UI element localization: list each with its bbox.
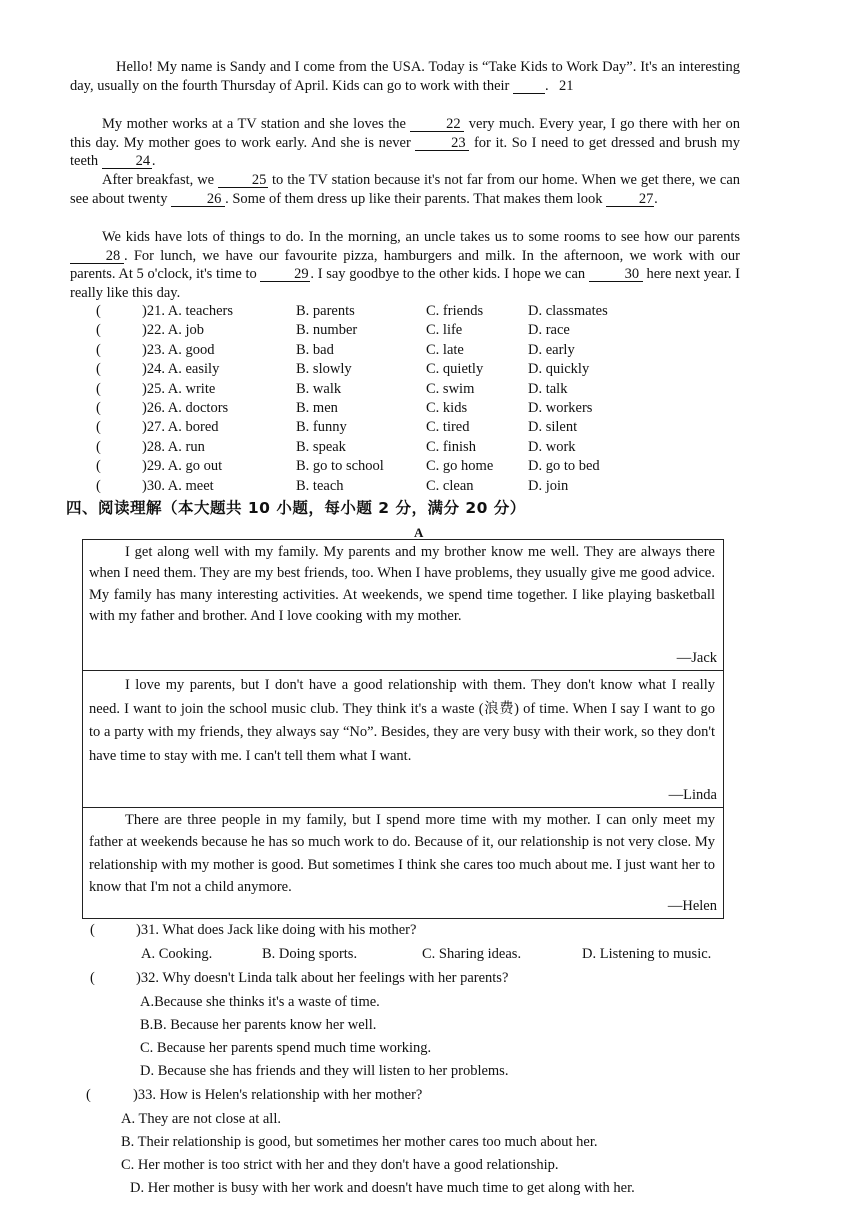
option-a: )25. A. write	[142, 380, 216, 397]
option-d: D. race	[528, 322, 570, 339]
answer-paren[interactable]: (	[96, 438, 101, 455]
answer-paren[interactable]: (	[96, 419, 101, 436]
answer-paren-31[interactable]: (	[90, 922, 95, 938]
option-c: C. quietly	[426, 361, 484, 378]
answer-paren[interactable]: (	[96, 380, 101, 397]
passage-linda	[82, 670, 724, 808]
cloze-text: We kids have lots of things to do. In the morning, an uncle takes us to some rooms to see how our parents	[102, 229, 740, 245]
passage-signature: —Jack	[676, 650, 717, 666]
option-a: )22. A. job	[142, 322, 205, 339]
blank-30[interactable]: 30	[589, 267, 643, 282]
cloze-text: .	[654, 190, 658, 207]
answer-paren-32[interactable]: (	[90, 970, 95, 986]
option-b: B. number	[296, 322, 358, 339]
option-a: )27. A. bored	[142, 419, 219, 436]
option-c: C. late	[426, 341, 464, 358]
answer-paren[interactable]: (	[96, 341, 101, 358]
answer-paren[interactable]: (	[96, 322, 101, 339]
question-32-stem: )32. Why doesn't Linda talk about her feelings with her parents?	[136, 970, 509, 986]
question-32-option-b: B.B. Because her parents know her well.	[140, 1017, 377, 1033]
passage-text: I get along well with my family. My parents and my brother know me well. They are always there when I need them. They are my best friends, too. When I have problems, they usually give me good advice. My family has many interesting activities. At weekends, we spend time together. I like playing basketball with my father and brother. And I love cooking with my mother.	[89, 544, 715, 625]
blank-21[interactable]: 21	[513, 79, 545, 94]
cloze-text: . Some of them dress up like their parents. That makes them look	[225, 190, 603, 207]
option-b: B. speak	[296, 438, 346, 455]
cloze-paragraph-1	[70, 58, 740, 95]
cloze-text: to the TV station because it's not far from our home. When we get there, we can see about twenty	[70, 172, 741, 207]
question-32-option-a: A.Because she thinks it's a waste of time.	[140, 994, 380, 1010]
option-b: B. parents	[296, 303, 355, 319]
question-31-option-a: A. Cooking.	[141, 946, 213, 962]
passage-label: A	[414, 525, 424, 540]
question-31-option-c: C. Sharing ideas.	[422, 946, 522, 962]
option-b: B. teach	[296, 477, 344, 494]
answer-paren-33[interactable]: (	[86, 1087, 91, 1103]
blank-24[interactable]: 24	[102, 154, 152, 169]
option-d: D. join	[528, 477, 569, 494]
cloze-text: After breakfast, we	[102, 172, 215, 188]
passage-signature: —Linda	[668, 787, 717, 803]
question-32-option-c: C. Because her parents spend much time working.	[140, 1040, 432, 1056]
question-33-option-b: B. Their relationship is good, but sometimes her mother cares too much about her.	[121, 1134, 598, 1150]
option-a: )23. A. good	[142, 341, 215, 358]
question-33-option-c: C. Her mother is too strict with her and they don't have a good relationship.	[121, 1157, 559, 1173]
option-a: )21. A. teachers	[142, 303, 233, 319]
option-d: D. work	[528, 438, 576, 455]
answer-paren[interactable]: (	[96, 477, 101, 494]
blank-28[interactable]: 28	[70, 249, 124, 264]
cloze-text: . For lunch, we have our favourite pizza, hamburgers and milk. In the afternoon, we work with our parents. At 5 o'clock, it's time to	[70, 247, 740, 283]
blank-22[interactable]: 22	[410, 117, 464, 132]
option-b: B. go to school	[296, 458, 384, 475]
option-a: )26. A. doctors	[142, 399, 229, 416]
option-b: B. walk	[296, 380, 342, 397]
option-a: )30. A. meet	[142, 477, 214, 494]
cloze-text: . I say goodbye to the other kids. I hope we can	[310, 266, 586, 283]
question-31-option-b: B. Doing sports.	[262, 946, 358, 962]
cloze-paragraph-3	[70, 171, 740, 208]
passage-text: There are three people in my family, but I spend more time with my mother. I can only meet my father at weekends because he has so much work to do. Because of it, our relationship is not very close. My relationship with my mother is good. But sometimes I think she cares too much about me. I just want her to know that I'm not a child anymore.	[89, 812, 715, 896]
option-d: D. quickly	[528, 361, 590, 378]
option-c: C. swim	[426, 380, 475, 397]
cloze-text: for it. So I need to get dressed and brush my teeth	[70, 134, 740, 170]
option-d: D. classmates	[528, 303, 608, 319]
option-b: B. bad	[296, 341, 334, 358]
option-c: C. go home	[426, 458, 494, 475]
option-c: C. clean	[426, 477, 474, 494]
blank-26[interactable]: 26	[171, 192, 225, 207]
option-c: C. tired	[426, 419, 470, 436]
option-c: C. friends	[426, 303, 484, 319]
answer-paren[interactable]: (	[96, 361, 101, 378]
question-33-option-a: A. They are not close at all.	[121, 1111, 281, 1127]
option-c: C. kids	[426, 399, 468, 416]
question-32-option-d: D. Because she has friends and they will listen to her problems.	[140, 1063, 509, 1079]
option-d: D. silent	[528, 419, 578, 436]
option-a: )24. A. easily	[142, 361, 220, 378]
option-a: )29. A. go out	[142, 458, 223, 475]
answer-paren[interactable]: (	[96, 458, 101, 475]
question-33-option-d: D. Her mother is busy with her work and doesn't have much time to get along with her.	[130, 1180, 635, 1196]
passage-helen	[82, 807, 724, 919]
question-31-stem: )31. What does Jack like doing with his mother?	[136, 922, 417, 938]
option-b: B. men	[296, 399, 338, 416]
blank-27[interactable]: 27	[606, 192, 654, 207]
option-c: C. finish	[426, 438, 476, 455]
section-heading: 四、阅读理解（本大题共 10 小题，每小题 2 分，满分 20 分）	[66, 499, 526, 517]
option-d: D. go to bed	[528, 458, 600, 475]
passage-signature: —Helen	[667, 898, 717, 914]
option-b: B. slowly	[296, 361, 352, 378]
passage-text: I love my parents, but I don't have a good relationship with them. They don't know what I really need. I want to join the school music club. They think it's a waste (浪费) of time. When I say I want to go to a party with my friends, they always say “No”. Besides, they are very busy with their work, so they don't have time to stay with me. I can't tell them what I want.	[89, 677, 715, 764]
cloze-text: very much. Every year, I go there with her on this day. My mother goes to work early. And she is never	[70, 116, 740, 151]
option-a: )28. A. run	[142, 438, 205, 455]
option-d: D. workers	[528, 399, 593, 416]
blank-29[interactable]: 29	[260, 267, 310, 282]
blank-25[interactable]: 25	[218, 173, 268, 188]
blank-23[interactable]: 23	[415, 136, 469, 151]
cloze-paragraph-4	[70, 228, 740, 302]
answer-paren[interactable]: (	[96, 399, 101, 416]
passage-jack	[82, 539, 724, 671]
cloze-paragraph-2	[70, 115, 740, 171]
cloze-text: Hello! My name is Sandy and I come from the USA. Today is “Take Kids to Work Day”. It's an interesting day, usually on the fourth Thursday of April. Kids can go to work with their	[70, 59, 740, 94]
cloze-text: .	[151, 153, 156, 170]
question-33-stem: )33. How is Helen's relationship with her mother?	[133, 1087, 423, 1103]
answer-paren[interactable]: (	[96, 303, 101, 319]
option-d: D. early	[528, 341, 575, 358]
option-d: D. talk	[528, 380, 568, 397]
cloze-text: here next year. I really like this day.	[70, 266, 741, 301]
question-31-option-d: D. Listening to music.	[582, 946, 712, 962]
option-b: B. funny	[296, 419, 347, 436]
option-c: C. life	[426, 322, 463, 339]
cloze-text: My mother works at a TV station and she loves the	[102, 116, 406, 132]
cloze-text: .	[545, 77, 549, 94]
